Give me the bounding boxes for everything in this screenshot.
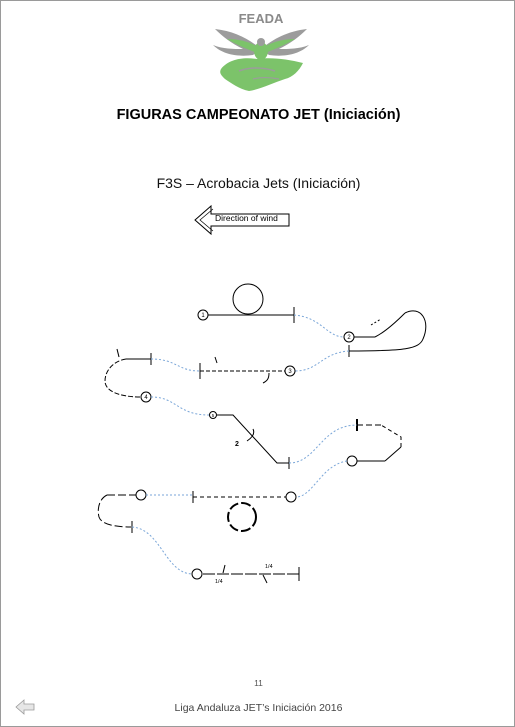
feada-logo [209, 9, 313, 97]
figure-label-4: 4 [144, 395, 148, 401]
figure-rolls [192, 565, 299, 583]
aerobatics-diagram [1, 261, 515, 601]
mark-quarter-b: 1/4 [265, 564, 273, 570]
figure-label-1: 1 [201, 313, 205, 319]
wind-direction-label: Direction of wind [215, 213, 278, 223]
figure-3 [200, 357, 295, 383]
back-arrow-icon[interactable] [15, 699, 35, 715]
footer-text: Liga Andaluza JET’s Iniciación 2016 [174, 702, 343, 714]
figure-label-3: 3 [288, 369, 292, 375]
figure-loop-dashed [98, 490, 296, 533]
mark-two: 2 [235, 441, 239, 448]
figure-label-2: 2 [347, 335, 351, 341]
figure-5 [210, 412, 290, 470]
page-title: FIGURAS CAMPEONATO JET (Iniciación) [116, 107, 401, 123]
figure-2 [344, 311, 426, 357]
logo-text: FEADA [238, 11, 284, 26]
figure-stall-turn [347, 419, 401, 466]
figure-label-5: 5 [211, 413, 215, 418]
section-subtitle: F3S – Acrobacia Jets (Iniciación) [156, 175, 361, 191]
figure-1 [198, 284, 294, 323]
mark-quarter-a: 1/4 [215, 579, 223, 585]
page-number: 11 [254, 678, 263, 688]
